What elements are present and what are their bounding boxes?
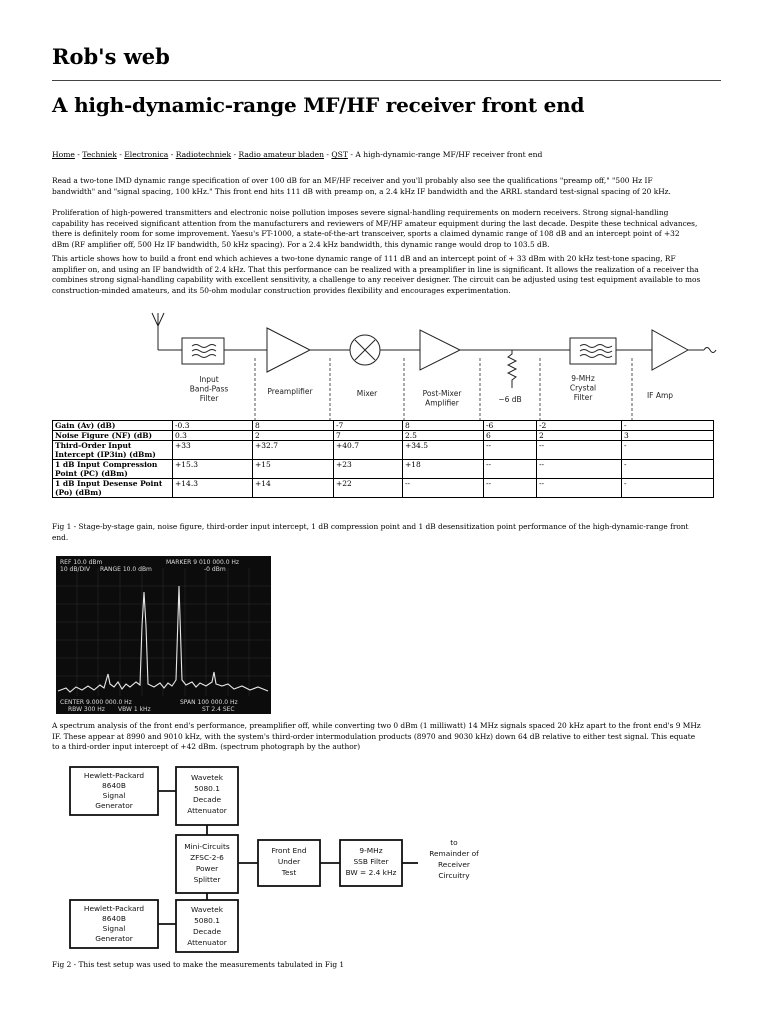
paragraph-line: bandwidth" and "signal spacing, 100 kHz." This front end hits 111 dB with preamp on, a 2.4 kHz IF bandwidth and the ARRL standard test-signal spacing of 20 kHz. bbox=[52, 186, 671, 196]
filter-icon bbox=[580, 345, 612, 358]
table-cell: 0.3 bbox=[173, 431, 253, 441]
table-cell: -- bbox=[484, 479, 537, 498]
paragraph-line: Read a two-tone IMD dynamic range specification of over 100 dB for an MF/HF receiver and you'll probably also see the qualifications "preamp off," "500 Hz IF bbox=[52, 176, 653, 185]
page-title: A high-dynamic-range MF/HF receiver front end bbox=[52, 93, 585, 117]
table-cell: -- bbox=[537, 460, 622, 479]
table-cell: +22 bbox=[334, 479, 403, 498]
table-cell: +15 bbox=[253, 460, 334, 479]
output-line bbox=[704, 348, 716, 353]
caption-line: IF. These appear at 8990 and 9010 kHz, with the system's third-order intermodulation products (8970 and 9030 kHz) down 64 dB relative to either test signal. This equate bbox=[52, 731, 696, 741]
breadcrumb-sep: - bbox=[347, 150, 356, 159]
if-amp-icon bbox=[652, 330, 688, 370]
breadcrumb-radiotechniek[interactable]: Radiotechniek bbox=[175, 150, 232, 159]
row-header: 1 dB Input Desense Point (Po) (dBm) bbox=[53, 479, 173, 498]
gen1-line: Hewlett-Packard bbox=[83, 771, 145, 780]
paragraph-line: capability has received significant attention from the manufacturers and reviewers of MF/HF amateur equipment during the last decade. Despite these technical advances, bbox=[52, 218, 698, 228]
table-cell: 2.5 bbox=[403, 431, 484, 441]
header-divider bbox=[52, 80, 721, 81]
breadcrumb-sep: - bbox=[116, 150, 125, 159]
row-header: Third-Order Input Intercept (IP3in) (dBm) bbox=[53, 441, 173, 460]
filter-icon bbox=[192, 345, 216, 358]
paragraph-line: This article shows how to build a front end which achieves a two-tone dynamic range of 111 dB and an intercept point of + 33 dBm with 20 kHz test-tone spacing, RF bbox=[52, 254, 676, 263]
row-header: Gain (Av) (dB) bbox=[53, 421, 173, 431]
table-cell: +34.5 bbox=[403, 441, 484, 460]
stage-label-crystal-filter: 9-MHz Crystal Filter bbox=[569, 374, 597, 402]
gen1-line: Signal bbox=[102, 791, 126, 800]
splitter-line: Mini-Circuits bbox=[184, 842, 230, 851]
att1-line: Attenuator bbox=[187, 806, 227, 815]
att2-line: 5080.1 bbox=[194, 916, 220, 925]
stage-label-attenuator: −6 dB bbox=[498, 395, 522, 404]
gen2-line: Signal bbox=[102, 924, 126, 933]
gen2-line: Generator bbox=[95, 934, 133, 943]
paragraph-line: construction-minded amateurs, and its 50-ohm modular construction provides flexibility and encourages experimentation. bbox=[52, 285, 511, 295]
att2-line: Attenuator bbox=[187, 938, 227, 947]
table-cell: - bbox=[622, 460, 714, 479]
stage-label-if-amp: IF Amp bbox=[646, 391, 674, 400]
remainder-line: to bbox=[450, 838, 458, 847]
table-cell: -- bbox=[537, 479, 622, 498]
preamplifier-icon bbox=[267, 328, 310, 372]
article-paragraph-3 bbox=[52, 254, 722, 296]
breadcrumb-qst[interactable]: QST bbox=[331, 150, 348, 159]
bandpass-filter-box bbox=[182, 338, 224, 364]
table-cell: -- bbox=[403, 479, 484, 498]
table-cell: -6 bbox=[484, 421, 537, 431]
paragraph-line: there is definitely room for some improvement. Yaesu's FT-1000, a state-of-the-art transceiver, sports a claimed dynamic range of 108 dB and an intercept point of +32 bbox=[52, 229, 680, 239]
crystal-filter-box bbox=[570, 338, 616, 364]
table-cell: -2 bbox=[537, 421, 622, 431]
spectrum-sweep-label: ST 2.4 SEC bbox=[202, 706, 235, 713]
table-cell: +18 bbox=[403, 460, 484, 479]
table-row bbox=[53, 421, 714, 431]
att1-line: Decade bbox=[192, 795, 222, 804]
table-cell: 3 bbox=[622, 431, 714, 441]
breadcrumb-sep: - bbox=[324, 150, 332, 159]
spectrum-center-label: CENTER 9.000 000.0 Hz bbox=[60, 699, 132, 706]
stage-label-preamplifier: Preamplifier bbox=[267, 387, 313, 396]
table-cell: 8 bbox=[253, 421, 334, 431]
table-cell: - bbox=[622, 479, 714, 498]
article-paragraph-2 bbox=[52, 208, 722, 250]
table-row bbox=[53, 479, 714, 498]
performance-table bbox=[52, 420, 714, 498]
test-setup-diagram bbox=[66, 765, 496, 955]
table-cell: 2 bbox=[537, 431, 622, 441]
table-cell: 8 bbox=[403, 421, 484, 431]
table-cell: 6 bbox=[484, 431, 537, 441]
remainder-line: Receiver bbox=[438, 860, 470, 869]
breadcrumb-electronica[interactable]: Electronica bbox=[124, 150, 169, 159]
spectrum-span-label: SPAN 100 000.0 Hz bbox=[180, 699, 238, 706]
att1-line: Wavetek bbox=[190, 773, 224, 782]
table-cell: 7 bbox=[334, 431, 403, 441]
table-cell: - bbox=[622, 421, 714, 431]
spectrum-marker-label: MARKER 9 010 000.0 Hz bbox=[166, 559, 240, 566]
filter-line: SSB Filter bbox=[353, 857, 389, 866]
spectrum-caption bbox=[52, 721, 722, 753]
filter-line: BW = 2.4 kHz bbox=[345, 868, 397, 877]
table-cell: -0.3 bbox=[173, 421, 253, 431]
table-cell: -- bbox=[484, 460, 537, 479]
table-cell: - bbox=[622, 441, 714, 460]
breadcrumb-current: A high-dynamic-range MF/HF receiver front end bbox=[355, 150, 543, 159]
breadcrumb-sep: - bbox=[74, 150, 83, 159]
spectrum-range-label: RANGE 10.0 dBm bbox=[100, 566, 152, 573]
remainder-line: Remainder of bbox=[429, 849, 479, 858]
table-row bbox=[53, 441, 714, 460]
breadcrumb-sep: - bbox=[231, 150, 239, 159]
att2-line: Decade bbox=[192, 927, 222, 936]
splitter-line: ZFSC-2-6 bbox=[190, 853, 224, 862]
gen2-line: Hewlett-Packard bbox=[83, 904, 145, 913]
fig2-caption: Fig 2 - This test setup was used to make the measurements tabulated in Fig 1 bbox=[52, 960, 345, 969]
spectrum-ref-label: REF 10.0 dBm bbox=[60, 559, 103, 566]
paragraph-line: amplifier on, and using an IF bandwidth of 2.4 kHz. That this performance can be realized with a preamplifier in line is significant. It allows the realization of a receiver tha bbox=[52, 264, 699, 274]
antenna-icon bbox=[152, 313, 164, 350]
table-cell: +33 bbox=[173, 441, 253, 460]
att1-line: 5080.1 bbox=[194, 784, 220, 793]
caption-line: end. bbox=[52, 532, 69, 542]
table-cell: +32.7 bbox=[253, 441, 334, 460]
row-header: Noise Figure (NF) (dB) bbox=[53, 431, 173, 441]
table-cell: -7 bbox=[334, 421, 403, 431]
att2-line: Wavetek bbox=[190, 905, 224, 914]
paragraph-line: Proliferation of high-powered transmitters and electronic noise pollution imposes severe signal-handling requirements on modern receivers. Strong signal-handling bbox=[52, 208, 669, 217]
paragraph-line: combines strong signal-handling capability with excellent sensitivity, a challenge to any receiver designer. The circuit can be adjusted using test equipment available to mos bbox=[52, 275, 701, 285]
table-cell: +14 bbox=[253, 479, 334, 498]
breadcrumb bbox=[52, 150, 542, 159]
breadcrumb-sep: - bbox=[168, 150, 176, 159]
receiver-block-diagram bbox=[52, 308, 722, 420]
table-cell: -- bbox=[537, 441, 622, 460]
caption-line: Fig 1 - Stage-by-stage gain, noise figure, third-order input intercept, 1 dB compression point and 1 dB desensitization point performance of the high-dynamic-range front bbox=[52, 522, 689, 531]
attenuator-icon bbox=[508, 350, 516, 388]
gen1-line: Generator bbox=[95, 801, 133, 810]
spectrum-marker-level: -0 dBm bbox=[204, 566, 226, 573]
splitter-line: Power bbox=[195, 864, 219, 873]
table-cell: -- bbox=[484, 441, 537, 460]
table-cell: +14.3 bbox=[173, 479, 253, 498]
table-cell: +40.7 bbox=[334, 441, 403, 460]
breadcrumb-home[interactable]: Home bbox=[52, 150, 75, 159]
spectrum-rbw-label: RBW 300 Hz bbox=[68, 706, 105, 713]
gen2-line: 8640B bbox=[102, 914, 126, 923]
remainder-line: Circuitry bbox=[438, 871, 470, 880]
row-header: 1 dB Input Compression Point (PC) (dBm) bbox=[53, 460, 173, 479]
filter-line: 9-MHz bbox=[359, 846, 383, 855]
table-cell: +23 bbox=[334, 460, 403, 479]
caption-line: A spectrum analysis of the front end's performance, preamplifier off, while converting two 0 dBm (1 milliwatt) 14 MHz signals spaced 20 kHz apart to the front end's 9 MHz bbox=[52, 721, 701, 730]
fig1-caption bbox=[52, 522, 722, 543]
gen1-line: 8640B bbox=[102, 781, 126, 790]
splitter-line: Splitter bbox=[193, 875, 221, 884]
post-mixer-amplifier-icon bbox=[420, 330, 460, 370]
spectrum-scale-label: 10 dB/DIV bbox=[60, 566, 90, 573]
spectrum-vbw-label: VBW 1 kHz bbox=[118, 706, 151, 713]
frontend-line: Under bbox=[277, 857, 301, 866]
stage-label-bandpass-filter: Input Band-Pass Filter bbox=[189, 375, 229, 403]
spectrum-photo bbox=[56, 556, 271, 714]
table-cell: +15.3 bbox=[173, 460, 253, 479]
stage-label-post-mixer-amplifier: Post-Mixer Amplifier bbox=[422, 389, 462, 408]
stage-label-mixer: Mixer bbox=[356, 389, 378, 398]
site-title[interactable]: Rob's web bbox=[52, 44, 170, 69]
article-paragraph-1 bbox=[52, 176, 722, 197]
breadcrumb-techniek[interactable]: Techniek bbox=[82, 150, 117, 159]
table-row bbox=[53, 460, 714, 479]
table-row bbox=[53, 431, 714, 441]
table-cell: 2 bbox=[253, 431, 334, 441]
caption-line: to a third-order input intercept of +42 dBm. (spectrum photograph by the author) bbox=[52, 742, 361, 752]
frontend-line: Front End bbox=[271, 846, 307, 855]
frontend-line: Test bbox=[281, 868, 297, 877]
paragraph-line: dBm (RF amplifier off, 500 Hz IF bandwidth, 50 kHz spacing). For a 2.4 kHz bandwidth, this dynamic range would drop to 103.5 dB. bbox=[52, 239, 550, 249]
breadcrumb-radio-amateur-bladen[interactable]: Radio amateur bladen bbox=[238, 150, 325, 159]
